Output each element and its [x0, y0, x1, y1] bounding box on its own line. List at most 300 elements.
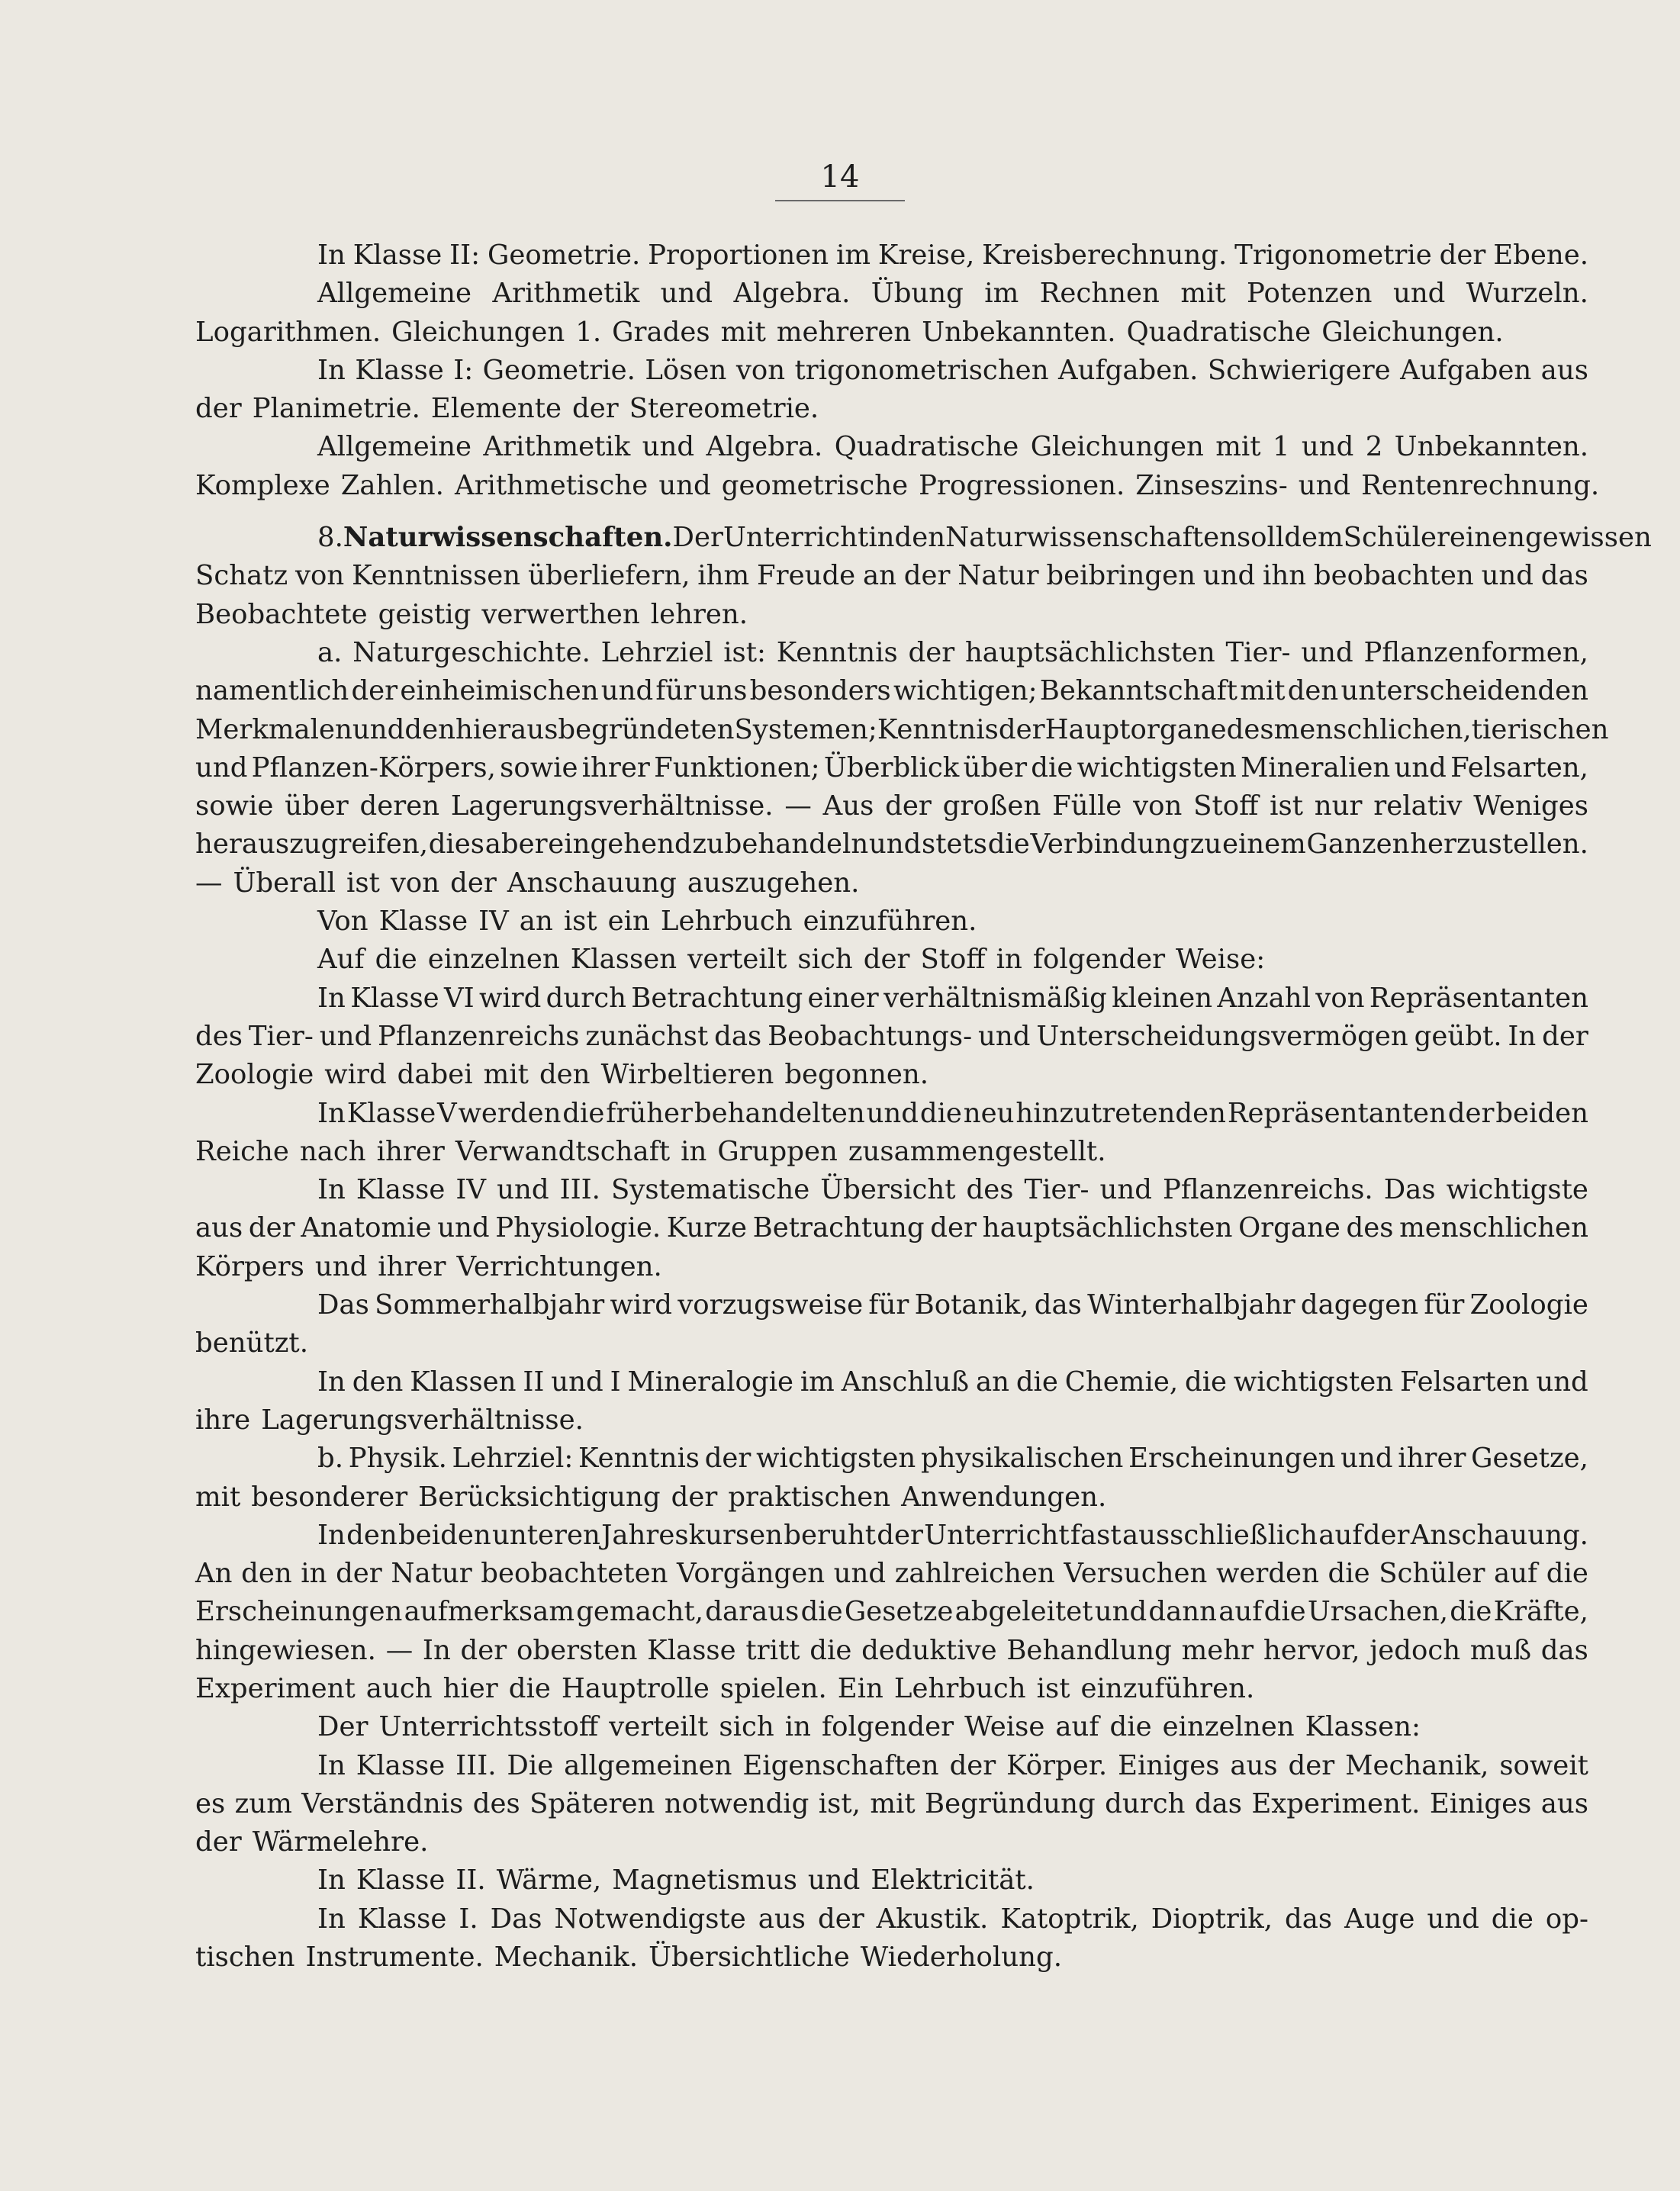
word: I.: [459, 1903, 478, 1935]
word: mit: [1215, 431, 1261, 463]
word: Unbekannten.: [922, 316, 1116, 348]
word: Arithmetik: [492, 278, 640, 310]
word: und: [1427, 1903, 1479, 1935]
word: besonderer: [251, 1481, 408, 1513]
text-line: [195, 352, 1588, 390]
word: aus: [1540, 354, 1588, 386]
text-line: [195, 1440, 1588, 1478]
word: durch: [546, 982, 626, 1014]
word: der: [460, 1634, 507, 1666]
text-line: [195, 390, 1588, 428]
word: den: [404, 713, 455, 745]
text-line: [195, 749, 1588, 787]
word: tritt: [745, 1634, 800, 1666]
word: Logarithmen.: [195, 316, 381, 348]
word: die: [1328, 1558, 1370, 1590]
word: In: [317, 1519, 346, 1551]
word: einzuführen.: [1080, 1672, 1255, 1704]
word: a.: [317, 636, 343, 668]
word: aus: [758, 1903, 806, 1935]
word: ist: [563, 906, 597, 938]
word: und: [1536, 1366, 1588, 1398]
word: Verständnis: [301, 1787, 464, 1819]
word: Systemen;: [734, 713, 877, 745]
word: ist,: [818, 1787, 861, 1819]
word: die: [987, 828, 1030, 861]
word: gemacht,: [576, 1596, 704, 1628]
word: In: [317, 982, 346, 1014]
word: beiden: [1495, 1097, 1588, 1129]
word: einheimischen: [400, 675, 599, 707]
word: für: [868, 1289, 909, 1321]
word: Ebene.: [1493, 240, 1588, 271]
word: ein: [607, 906, 650, 938]
word: unteren: [491, 1519, 600, 1551]
word: Tier-: [1225, 636, 1291, 668]
word: beobachten: [1313, 560, 1474, 592]
word: praktischen: [728, 1481, 891, 1513]
word: den: [352, 1366, 404, 1398]
word: der: [195, 1826, 242, 1858]
word: wichtigsten: [1077, 751, 1237, 783]
word: Planimetrie.: [252, 393, 420, 425]
word: sich: [797, 944, 853, 976]
text-line: [195, 672, 1588, 710]
word: Das: [1383, 1174, 1436, 1206]
word: hervor,: [1263, 1634, 1360, 1666]
word: hier: [443, 1672, 498, 1704]
word: und: [658, 469, 711, 501]
word: Zinseszins-: [1135, 469, 1288, 501]
word: Rechnen: [1039, 278, 1160, 310]
word: herzustellen.: [1410, 828, 1588, 861]
word: ihrer: [581, 751, 650, 783]
word: wichtigen;: [893, 675, 1038, 707]
word: Chemie,: [1064, 1366, 1179, 1398]
word: geometrische: [721, 469, 909, 501]
word: Betrachtung: [631, 982, 803, 1014]
word: soll: [1236, 522, 1285, 554]
word: sich: [719, 1711, 774, 1743]
word: einen: [1449, 522, 1526, 554]
text-line: [195, 1670, 1588, 1708]
word: Körper.: [1006, 1749, 1108, 1781]
word: einzuführen.: [803, 906, 977, 938]
word: Repräsentanten: [1227, 1097, 1447, 1129]
word: und: [1099, 1174, 1152, 1206]
word: die: [800, 1596, 843, 1628]
word: von: [1133, 790, 1183, 822]
word: behandeln: [724, 828, 869, 861]
word: Jahreskursen: [601, 1519, 784, 1551]
word: Geometrie.: [482, 354, 636, 386]
text-line: [195, 825, 1588, 864]
word: Schatz: [195, 560, 288, 592]
word: Magnetismus: [612, 1864, 797, 1897]
word: für: [655, 675, 697, 707]
word: es: [195, 1787, 226, 1819]
word: daraus: [705, 1596, 800, 1628]
word: Von: [317, 906, 369, 938]
word: der: [248, 1212, 295, 1244]
word: trigonometrischen: [794, 354, 1049, 386]
word: III.: [455, 1749, 497, 1781]
word: über: [963, 751, 1028, 783]
word: II.: [455, 1864, 486, 1897]
text-line: [195, 1555, 1588, 1593]
word: namentlich: [195, 675, 349, 707]
text-line: [195, 1593, 1588, 1631]
word: 2: [1365, 431, 1383, 463]
word: auf: [1494, 1558, 1538, 1590]
header-rule: [775, 200, 905, 201]
word: den: [894, 522, 946, 554]
word: Repräsentanten: [1369, 982, 1588, 1014]
word: Sommerhalbjahr: [375, 1289, 605, 1321]
word: wichtigste: [1446, 1174, 1588, 1206]
word: Gleichungen: [391, 316, 565, 348]
word: zunächst: [585, 1020, 709, 1052]
word: und: [807, 1864, 861, 1897]
word: I: [610, 1366, 621, 1398]
word: wird: [324, 1059, 387, 1091]
word: Organe: [1238, 1212, 1340, 1244]
word: Stoff: [920, 944, 986, 976]
word: —: [385, 1634, 414, 1666]
word: Wurzeln.: [1466, 278, 1588, 310]
word: und: [642, 431, 695, 463]
word: lehren.: [650, 598, 748, 630]
text-line: [195, 1324, 1588, 1363]
word: Geometrie.: [487, 240, 641, 271]
word: zusammengestellt.: [848, 1135, 1106, 1167]
text-line: [195, 275, 1588, 313]
word: zu: [692, 828, 724, 861]
word: dann: [1148, 1596, 1218, 1628]
text-line: [195, 1861, 1588, 1900]
word: an: [862, 560, 896, 592]
word: abgeleitet: [954, 1596, 1093, 1628]
word: der: [930, 1212, 977, 1244]
text-line: [195, 1708, 1588, 1746]
word: die: [1109, 1711, 1152, 1743]
text-line: [195, 428, 1588, 466]
word: an: [975, 1366, 1009, 1398]
word: verhältnismäßig: [883, 982, 1107, 1014]
word: Quadratische: [834, 431, 1019, 463]
text-line: [195, 711, 1609, 749]
word: folgender: [1032, 944, 1166, 976]
word: Physik.: [348, 1443, 447, 1475]
word: In: [422, 1634, 451, 1666]
word: Experiment: [195, 1672, 356, 1704]
word: einer: [807, 982, 879, 1014]
word: Dioptrik,: [1151, 1903, 1273, 1935]
word: Schüler: [1379, 1558, 1485, 1590]
word: Ganzen: [1306, 828, 1410, 861]
word: mit: [720, 316, 766, 348]
word: Lagerungsverhältnisse.: [261, 1404, 584, 1436]
word: früher: [606, 1097, 694, 1129]
word: obersten: [517, 1634, 638, 1666]
word: Trigonometrie: [1234, 240, 1432, 271]
word: die: [1491, 1903, 1534, 1935]
word: Allgemeine: [317, 431, 471, 463]
word: herauszugreifen,: [195, 828, 429, 861]
word: Auf: [317, 944, 365, 976]
text-line: [195, 1209, 1588, 1247]
text-line: [195, 787, 1588, 825]
word: Mechanik.: [494, 1942, 639, 1974]
text-line: [195, 634, 1588, 672]
word: Naturgeschichte.: [352, 636, 591, 668]
word: sowie: [195, 790, 274, 822]
page-number: 14: [820, 159, 860, 195]
text-line: [195, 1248, 1588, 1286]
word: Verbindung: [1030, 828, 1189, 861]
word: Gesetze: [844, 1596, 954, 1628]
word: Komplexe: [195, 469, 330, 501]
word: —: [195, 867, 223, 899]
word: benützt.: [195, 1327, 308, 1359]
word: und: [1298, 469, 1351, 501]
word: durch: [1105, 1787, 1186, 1819]
word: tischen: [195, 1942, 295, 1974]
word: mehr: [1181, 1634, 1254, 1666]
word: Kreise,: [877, 240, 975, 271]
word: Natur: [957, 560, 1039, 592]
word: Klasse: [346, 1097, 436, 1129]
word: großen: [942, 790, 1041, 822]
word: Lehrbuch: [660, 906, 793, 938]
word: Überall: [233, 867, 336, 899]
word: Anwendungen.: [901, 1481, 1107, 1513]
word: relativ: [1373, 790, 1463, 822]
word: In: [317, 1864, 346, 1897]
word: Fülle: [1052, 790, 1122, 822]
word: Tier-: [248, 1020, 314, 1052]
word: und: [660, 278, 713, 310]
word: jedoch: [1369, 1634, 1461, 1666]
word: Überblick: [823, 751, 960, 783]
word: Winterhalbjahr: [1087, 1289, 1295, 1321]
word: Funktionen;: [654, 751, 820, 783]
word: Weise:: [1176, 944, 1266, 976]
word: Klasse: [356, 1864, 446, 1897]
word: der: [949, 1749, 996, 1781]
text-line: [195, 1900, 1588, 1938]
word: Notwendigste: [554, 1903, 746, 1935]
word: Einiges: [1429, 1787, 1532, 1819]
word: Kenntnis: [877, 713, 999, 745]
body-text: [195, 236, 1652, 1977]
word: Arithmetische: [454, 469, 649, 501]
word: Naturwissenschaften.: [343, 522, 673, 554]
text-line: [195, 1401, 1588, 1440]
word: auch: [365, 1672, 433, 1704]
word: und: [319, 1020, 372, 1052]
word: In: [317, 1174, 346, 1206]
word: allgemeinen: [564, 1749, 732, 1781]
word: Arithmetik: [483, 431, 631, 463]
word: begründeten: [558, 713, 735, 745]
word: in: [681, 1135, 707, 1167]
word: Weise: [964, 1711, 1045, 1743]
text-line: [195, 314, 1588, 352]
word: die: [375, 944, 417, 976]
word: III.: [559, 1174, 600, 1206]
word: —: [784, 790, 812, 822]
word: die: [1546, 1558, 1588, 1590]
word: Übersicht: [820, 1174, 956, 1206]
text-line: [195, 1133, 1588, 1171]
text-line: [195, 1517, 1588, 1555]
word: tierischen: [1471, 713, 1609, 745]
word: Klassen: [570, 944, 677, 976]
word: ist: [1270, 790, 1303, 822]
word: der: [572, 393, 619, 425]
word: und: [551, 1366, 603, 1398]
word: die: [1015, 1366, 1058, 1398]
word: uns: [698, 675, 748, 707]
word: In: [317, 1097, 346, 1129]
word: beruht: [784, 1519, 876, 1551]
word: ist: [1036, 1672, 1070, 1704]
word: Instrumente.: [305, 1942, 484, 1974]
word: Mineralien: [1240, 751, 1391, 783]
word: I:: [453, 354, 474, 386]
word: der: [1439, 240, 1486, 271]
word: fast: [1070, 1519, 1122, 1551]
word: Kenntnissen: [352, 560, 521, 592]
word: des: [1346, 1212, 1394, 1244]
word: beibringen: [1046, 560, 1196, 592]
word: beiden: [398, 1519, 491, 1551]
word: hinzutretenden: [1015, 1097, 1226, 1129]
word: die: [562, 1097, 605, 1129]
word: ist:: [723, 636, 766, 668]
word: Katoptrik,: [1000, 1903, 1139, 1935]
word: dies: [428, 828, 485, 861]
text-line: [195, 1018, 1588, 1056]
word: Elektricität.: [871, 1864, 1035, 1897]
word: hieraus: [455, 713, 558, 745]
word: unterscheidenden: [1340, 675, 1588, 707]
word: Eigenschaften: [742, 1749, 939, 1781]
text-line: [195, 1095, 1588, 1133]
word: Lagerungsverhältnisse.: [450, 790, 774, 822]
word: Unterricht: [723, 522, 869, 554]
word: im: [836, 240, 871, 271]
word: Unterscheidungsvermögen: [1036, 1020, 1408, 1052]
text-line: [195, 1823, 1588, 1861]
word: Natur: [391, 1558, 472, 1590]
word: ihrer: [378, 1250, 446, 1282]
word: Klasse: [352, 240, 443, 271]
word: Naturwissenschaften: [945, 522, 1237, 554]
word: und: [866, 1097, 919, 1129]
word: verwerthen: [481, 598, 640, 630]
word: Bekanntschaft: [1039, 675, 1238, 707]
word: Hauptrolle: [561, 1672, 710, 1704]
word: Schüler: [1343, 522, 1450, 554]
word: Weniges: [1473, 790, 1588, 822]
word: wichtigsten: [1233, 1366, 1394, 1398]
word: die: [1184, 1366, 1228, 1398]
text-line: [195, 1747, 1588, 1785]
word: Kenntnis: [578, 1443, 700, 1475]
word: und: [868, 828, 922, 861]
word: Algebra.: [733, 278, 851, 310]
word: ihrer: [1398, 1443, 1466, 1475]
word: notwendig: [664, 1787, 809, 1819]
word: und: [978, 1020, 1031, 1052]
word: ausschließlich: [1122, 1519, 1318, 1551]
word: und: [1394, 751, 1447, 783]
word: deduktive: [861, 1634, 997, 1666]
word: Reiche: [195, 1135, 289, 1167]
word: zahlreichen: [894, 1558, 1055, 1590]
word: des: [1226, 713, 1274, 745]
word: und: [1340, 1443, 1393, 1475]
text-line: [195, 941, 1588, 979]
word: An: [195, 1558, 233, 1590]
word: von: [294, 560, 345, 592]
word: der: [1447, 1097, 1495, 1129]
word: den: [539, 1059, 591, 1091]
word: Späteren: [529, 1787, 655, 1819]
word: Anatomie: [301, 1212, 432, 1244]
word: des: [472, 1787, 520, 1819]
word: des: [966, 1174, 1014, 1206]
word: Klassen: [410, 1366, 517, 1398]
word: In: [317, 1749, 346, 1781]
text-line: [195, 1363, 1588, 1401]
word: der: [195, 393, 242, 425]
word: Progressionen.: [919, 469, 1125, 501]
word: auf: [1055, 1711, 1099, 1743]
word: Merkmalen: [195, 713, 352, 745]
word: der: [1363, 1519, 1410, 1551]
word: II:: [449, 240, 481, 271]
word: physikalischen: [920, 1443, 1124, 1475]
word: von: [390, 867, 440, 899]
word: der: [1288, 1749, 1335, 1781]
word: aufmerksam: [404, 1596, 574, 1628]
word: aus: [195, 1212, 243, 1244]
word: Hauptorgane: [1044, 713, 1227, 745]
word: Pflanzenreichs: [378, 1020, 580, 1052]
word: und: [1301, 431, 1354, 463]
word: die: [919, 1097, 962, 1129]
word: das: [1034, 1289, 1082, 1321]
word: Übersichtliche: [649, 1942, 850, 1974]
word: muß: [1469, 1634, 1532, 1666]
word: die: [1263, 1596, 1306, 1628]
word: Behandlung: [1006, 1634, 1172, 1666]
word: Quadratische: [1126, 316, 1311, 348]
word: Unbekannten.: [1394, 431, 1588, 463]
word: Mineralogie: [627, 1366, 793, 1398]
word: Felsarten: [1399, 1366, 1530, 1398]
word: In: [1508, 1020, 1537, 1052]
word: der: [817, 1903, 864, 1935]
word: verteilt: [687, 944, 787, 976]
word: Anzahl: [1217, 982, 1311, 1014]
word: besonders: [749, 675, 891, 707]
word: einzelnen: [427, 944, 560, 976]
word: die: [508, 1672, 551, 1704]
